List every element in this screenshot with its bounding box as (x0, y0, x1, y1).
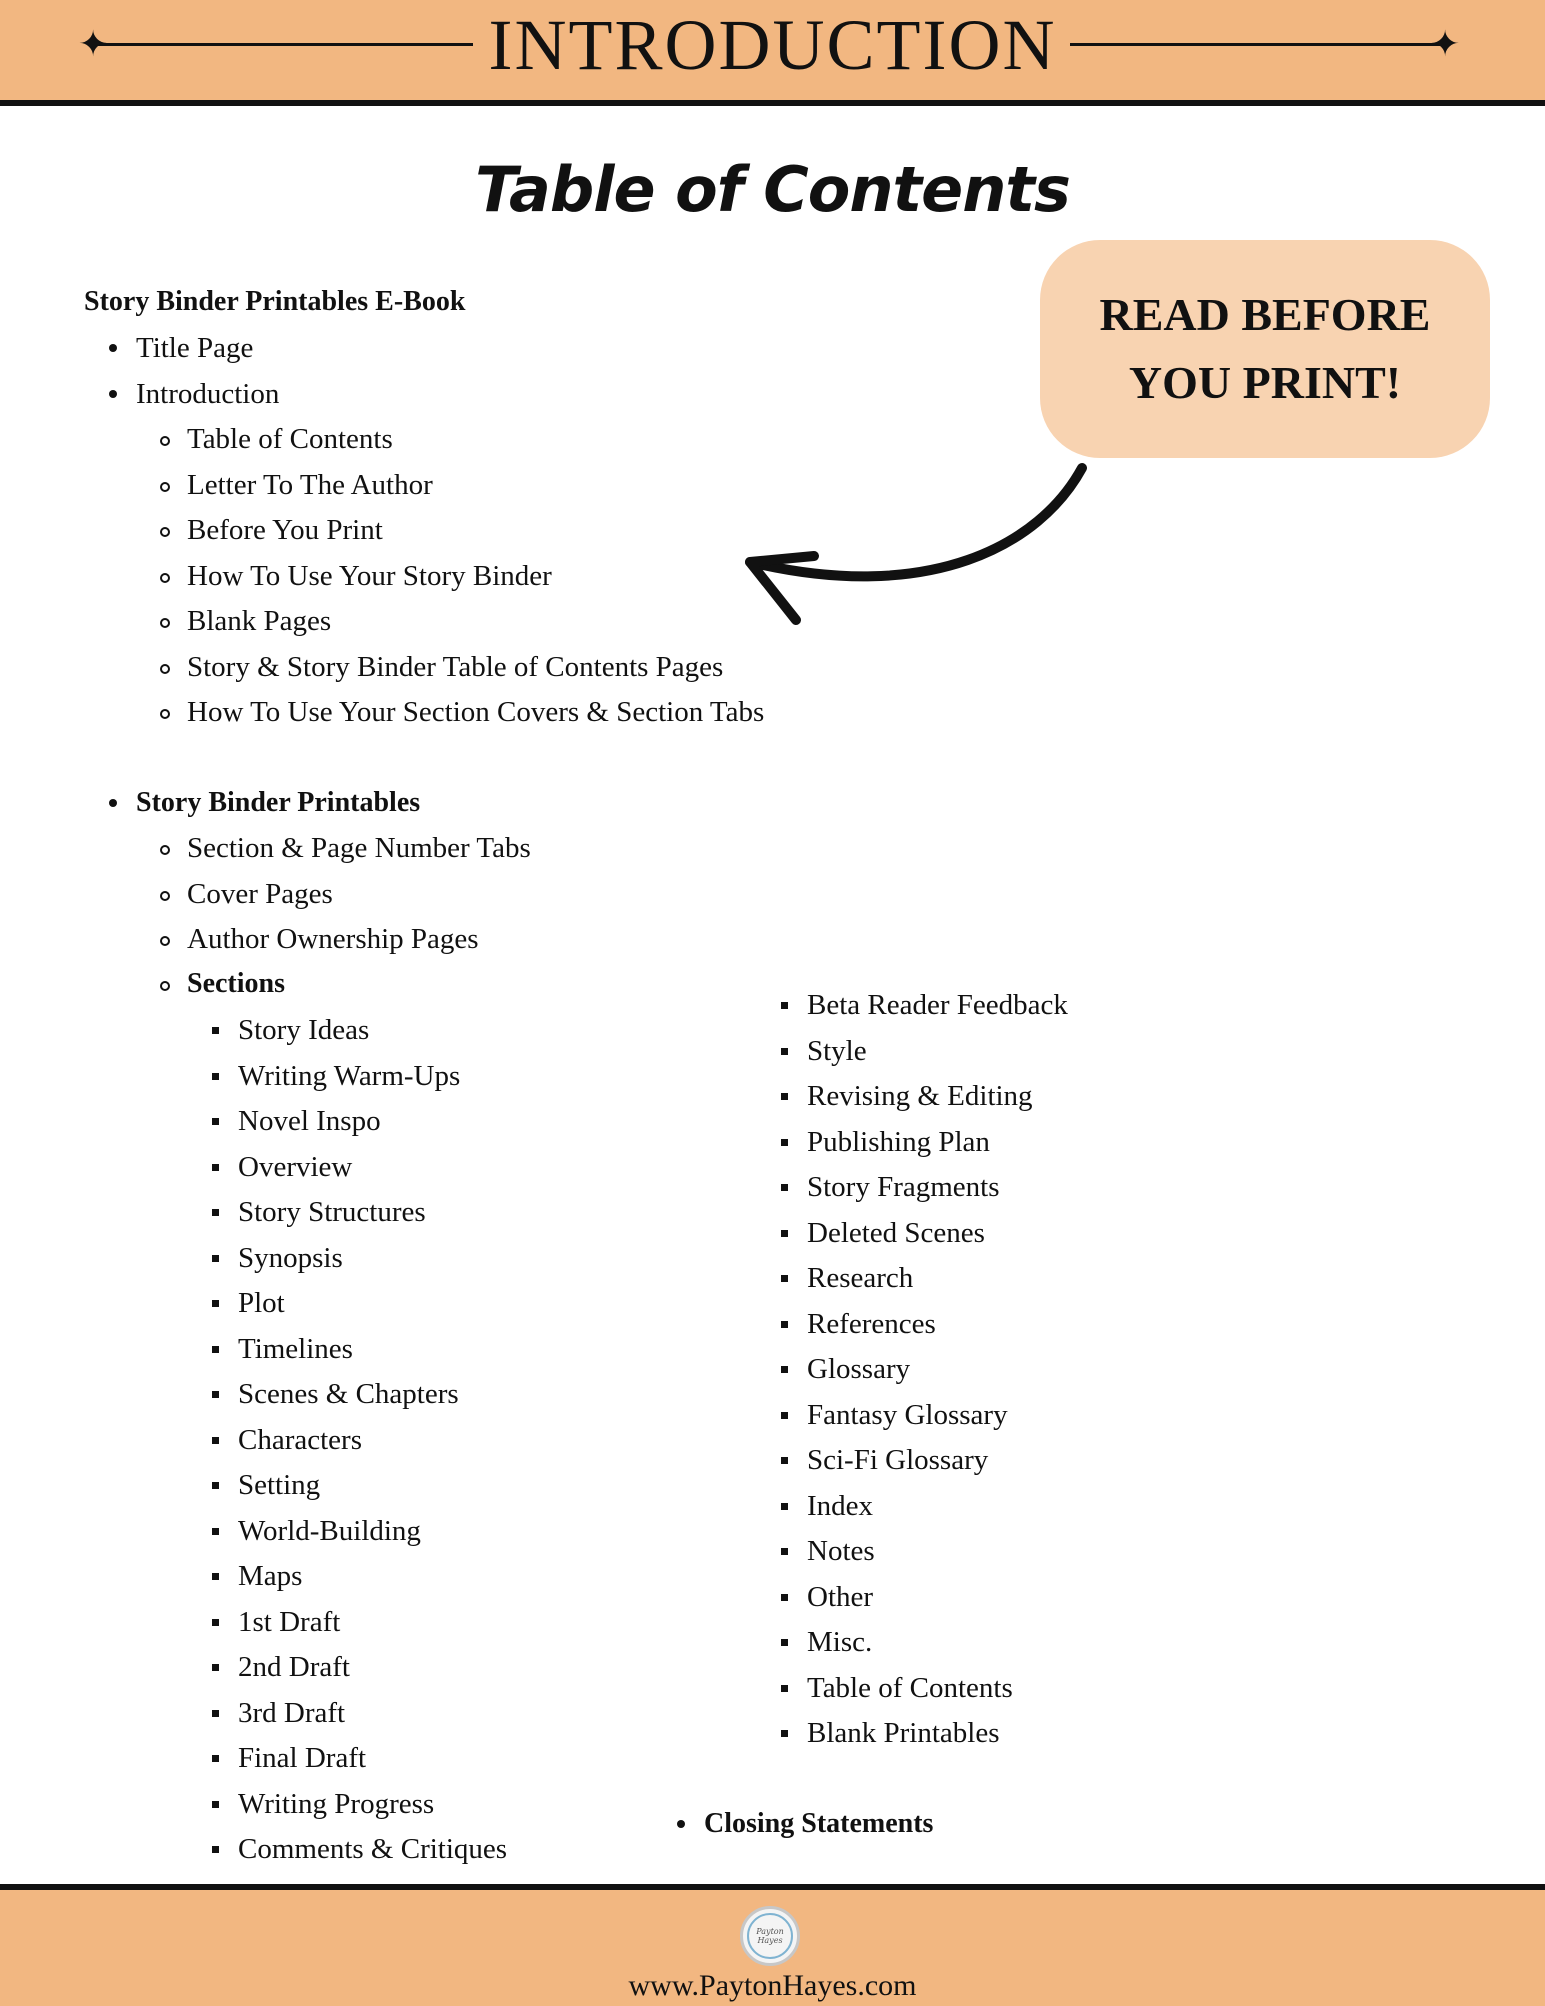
page-header-title: INTRODUCTION (0, 2, 1545, 88)
toc-item: Introduction (136, 377, 280, 410)
square-bullet-icon (212, 1300, 219, 1307)
section-item: Story Ideas (238, 1014, 370, 1046)
section-item: Story Structures (238, 1196, 426, 1228)
toc-subitem: Section & Page Number Tabs (187, 832, 531, 864)
section-item: Misc. (807, 1626, 873, 1658)
toc-subitem: Blank Pages (187, 605, 332, 637)
section-item: Blank Printables (807, 1717, 1000, 1749)
circle-bullet-icon (160, 482, 170, 492)
circle-bullet-icon (160, 436, 170, 446)
section-item: Scenes & Chapters (238, 1378, 459, 1410)
section-item: Other (807, 1580, 874, 1613)
toc-subitem: How To Use Your Section Covers & Section Tabs (187, 696, 765, 728)
disc-bullet-icon (109, 390, 117, 398)
square-bullet-icon (212, 1710, 219, 1717)
square-bullet-icon (212, 1573, 219, 1580)
section-item: Beta Reader Feedback (807, 989, 1068, 1021)
disc-bullet-icon (109, 799, 117, 807)
circle-bullet-icon (160, 936, 170, 946)
section-item: Writing Progress (238, 1787, 435, 1820)
disc-bullet-icon (109, 344, 117, 352)
square-bullet-icon (212, 1255, 219, 1262)
toc-title: Table of Contents (475, 153, 1070, 226)
section-item: Publishing Plan (807, 1125, 990, 1158)
website-link[interactable]: www.PaytonHayes.com (628, 1969, 917, 2002)
square-bullet-icon (781, 1594, 788, 1601)
section-item: Setting (238, 1469, 321, 1501)
logo-signature: Payton Hayes (747, 1913, 793, 1959)
square-bullet-icon (212, 1391, 219, 1398)
callout-line-2: YOU PRINT! (1128, 357, 1402, 408)
square-bullet-icon (781, 1412, 788, 1419)
square-bullet-icon (212, 1755, 219, 1762)
circle-bullet-icon (160, 618, 170, 628)
square-bullet-icon (212, 1209, 219, 1216)
square-bullet-icon (781, 1321, 788, 1328)
square-bullet-icon (212, 1846, 219, 1853)
square-bullet-icon (212, 1027, 219, 1034)
section-item: Story Fragments (807, 1171, 1000, 1203)
toc-item: Title Page (136, 332, 254, 364)
square-bullet-icon (781, 1002, 788, 1009)
toc-heading-ebook: Story Binder Printables E-Book (84, 286, 466, 317)
section-item: Index (807, 1489, 874, 1522)
sparkle-icon: ✦ (1430, 24, 1461, 64)
section-item: Novel Inspo (238, 1105, 381, 1137)
square-bullet-icon (212, 1118, 219, 1125)
section-item: Sci-Fi Glossary (807, 1444, 989, 1476)
square-bullet-icon (781, 1366, 788, 1373)
section-item: Maps (238, 1560, 303, 1592)
toc-heading-printables: Story Binder Printables (136, 787, 421, 818)
circle-bullet-icon (160, 709, 170, 719)
square-bullet-icon (212, 1482, 219, 1489)
toc-subitem: Story & Story Binder Table of Contents Pages (187, 650, 724, 683)
section-item: Writing Warm-Ups (238, 1059, 461, 1092)
circle-bullet-icon (160, 573, 170, 583)
section-item: Table of Contents (807, 1671, 1013, 1704)
section-item: Comments & Critiques (238, 1833, 508, 1865)
circle-bullet-icon (160, 664, 170, 674)
square-bullet-icon (781, 1639, 788, 1646)
disc-bullet-icon (677, 1820, 685, 1828)
author-logo (740, 1906, 800, 1966)
section-item: 1st Draft (238, 1605, 341, 1638)
section-item: Timelines (238, 1332, 353, 1365)
section-item: Characters (238, 1423, 362, 1456)
section-item: Revising & Editing (807, 1080, 1033, 1112)
square-bullet-icon (781, 1048, 788, 1055)
toc-subitem: Cover Pages (187, 877, 333, 910)
square-bullet-icon (781, 1685, 788, 1692)
square-bullet-icon (212, 1664, 219, 1671)
square-bullet-icon (781, 1548, 788, 1555)
circle-bullet-icon (160, 527, 170, 537)
square-bullet-icon (781, 1457, 788, 1464)
square-bullet-icon (781, 1275, 788, 1282)
toc-subitem: Table of Contents (187, 423, 393, 455)
section-item: Deleted Scenes (807, 1216, 985, 1249)
section-item: Synopsis (238, 1241, 343, 1274)
circle-bullet-icon (160, 891, 170, 901)
section-item: 2nd Draft (238, 1651, 350, 1683)
toc-subitem: Author Ownership Pages (187, 923, 479, 955)
square-bullet-icon (212, 1437, 219, 1444)
section-item: Fantasy Glossary (807, 1398, 1008, 1431)
square-bullet-icon (212, 1528, 219, 1535)
section-item: Notes (807, 1535, 875, 1567)
toc-heading-closing: Closing Statements (704, 1808, 934, 1839)
square-bullet-icon (781, 1093, 788, 1100)
square-bullet-icon (781, 1184, 788, 1191)
toc-subitem: How To Use Your Story Binder (187, 559, 552, 592)
section-item: Glossary (807, 1353, 911, 1385)
section-item: 3rd Draft (238, 1696, 346, 1729)
toc-heading-sections: Sections (187, 968, 285, 999)
sparkle-icon: ✦ (78, 24, 109, 64)
section-item: Style (807, 1034, 867, 1067)
section-item: Plot (238, 1287, 285, 1319)
section-item: Overview (238, 1150, 353, 1183)
square-bullet-icon (781, 1503, 788, 1510)
square-bullet-icon (781, 1139, 788, 1146)
square-bullet-icon (781, 1730, 788, 1737)
toc-subitem: Letter To The Author (187, 468, 433, 501)
circle-bullet-icon (160, 845, 170, 855)
section-item: Final Draft (238, 1742, 367, 1774)
square-bullet-icon (212, 1164, 219, 1171)
toc-subitem: Before You Print (187, 514, 383, 546)
square-bullet-icon (781, 1230, 788, 1237)
callout-line-1: READ BEFORE (1099, 289, 1431, 340)
circle-bullet-icon (160, 981, 170, 991)
section-item: References (807, 1307, 936, 1340)
square-bullet-icon (212, 1073, 219, 1080)
square-bullet-icon (212, 1346, 219, 1353)
square-bullet-icon (212, 1619, 219, 1626)
section-item: Research (807, 1262, 914, 1294)
section-item: World-Building (238, 1514, 421, 1547)
square-bullet-icon (212, 1801, 219, 1808)
